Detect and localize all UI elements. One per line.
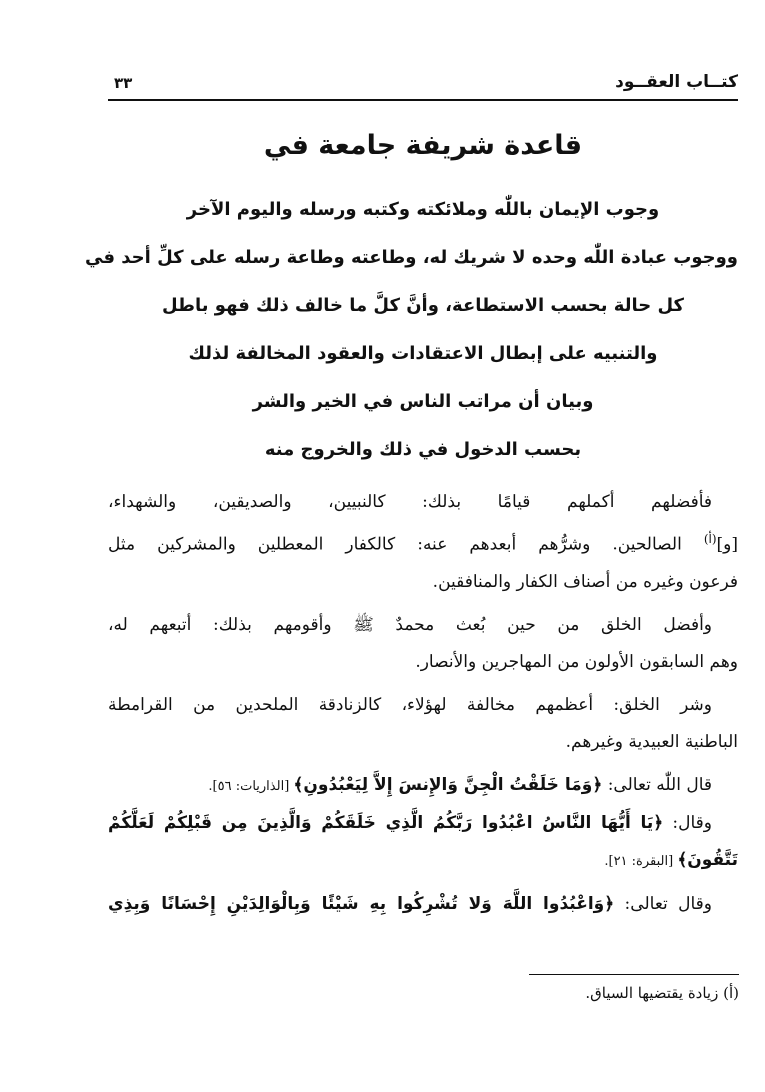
text-line: [108, 842, 738, 880]
footnote-ref: (أ): [703, 532, 717, 546]
text-line: وهم السابقون الأولون من المهاجرين والأنصار.: [415, 651, 738, 672]
heading-line: وجوب الإيمان باللّٰه وملائكته وكتبه ورسله واليوم الآخر: [186, 199, 660, 220]
running-header: [108, 70, 738, 100]
text-line: الباطنية العبيدية وغيرهم.: [565, 731, 738, 752]
verse-reference: [البقرة: ٢١].: [604, 853, 678, 869]
text-segment: وقال تعالى:: [614, 893, 712, 914]
quran-verse: ﴿وَاعْبُدُوا اللَّهَ وَلا تُشْرِكُوا بِهِ شَيْئًا وَبِالْوَالِدَيْنِ إِحْسَانًا وَبِذِي: [108, 893, 615, 914]
heading-line: ووجوب عبادة اللّٰه وحده لا شريك له، وطاعته وطاعة رسله على كلِّ أحد في: [85, 247, 738, 268]
quran-verse: تَتَّقُونَ﴾: [677, 849, 738, 870]
heading-line: والتنبيه على إبطال الاعتقادات والعقود المخالفة لذلك: [188, 343, 658, 364]
paragraph-best-of-creation: [108, 607, 738, 681]
text-line: [108, 767, 738, 805]
paragraph-worst-of-creation: [108, 687, 738, 761]
text-segment: وقال:: [663, 812, 713, 833]
text-segment: الصالحين. وشرُّهم أبعدهم عنه: كالكفار المعطلين والمشركين مثل: [108, 534, 704, 555]
text-line: [108, 521, 738, 564]
text-line: وشر الخلق: أعظمهم مخالفة لهؤلاء، كالزنادقة الملحدين من القرامطة: [108, 694, 712, 715]
page-body: [85, 130, 738, 923]
book-title: كتــاب العقــود: [615, 72, 738, 92]
footnote: (أ) زيادة يقتضيها السياق.: [585, 984, 739, 1002]
editorial-bracket: [و]: [716, 534, 738, 555]
text-line: [108, 886, 738, 923]
heading-line: كل حالة بحسب الاستطاعة، وأنَّ كلَّ ما خالف ذلك فهو باطل: [161, 295, 684, 316]
heading-line: وبيان أن مراتب الناس في الخير والشر: [252, 391, 594, 412]
text-line: فأفضلهم أكملهم قيامًا بذلك: كالنبيين، والصديقين، والشهداء،: [108, 492, 712, 512]
paragraph-verse-baqara: [108, 805, 738, 880]
text-line: وأفضل الخلق من حين بُعث محمدٌ ﷺ وأقومهم بذلك: أتبعهم له،: [108, 614, 712, 635]
paragraph-verse-nisa: [108, 886, 738, 923]
quran-verse: ﴿يَا أَيُّهَا النَّاسُ اعْبُدُوا رَبَّكُمُ الَّذِي خَلَقَكُمْ وَالَّذِينَ مِن قَبْلِكُمْ لَعَلَّكُمْ: [108, 812, 664, 833]
quran-verse: ﴿وَمَا خَلَقْتُ الْجِنَّ وَالإِنسَ إِلاَّ لِيَعْبُدُونِ﴾: [293, 774, 603, 795]
paragraph-ranks: [108, 484, 738, 601]
heading-line: بحسب الدخول في ذلك والخروج منه: [264, 439, 582, 460]
text-line: [108, 805, 738, 842]
paragraph-verse-dhariyat: [108, 767, 738, 805]
footnote-rule: [529, 974, 739, 975]
text-segment: قال اللّٰه تعالى:: [602, 774, 712, 795]
header-rule: [108, 99, 738, 101]
text-line: فرعون وغيره من أصناف الكفار والمنافقين.: [432, 571, 738, 592]
verse-reference: [الذاريات: ٥٦].: [208, 778, 294, 794]
page-number: ٣٣: [114, 74, 133, 92]
chapter-title: قاعدة شريفة جامعة في: [263, 130, 583, 161]
